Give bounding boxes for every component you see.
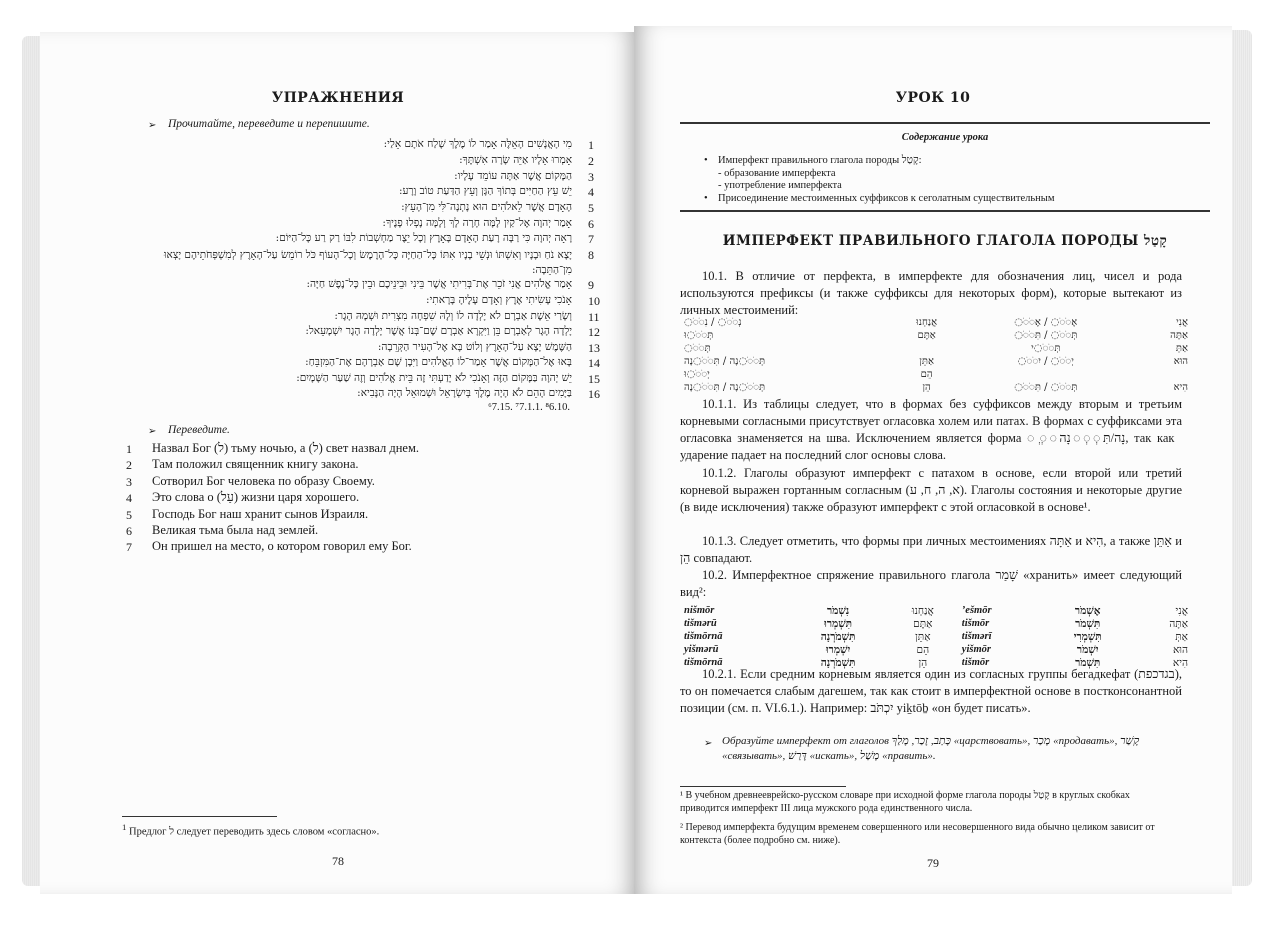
prefix-table-cell: תְּ◌ֹ◌ֹ◌נָה / תִּ◌ֹ◌ֹ◌נָה — [684, 382, 766, 393]
conjugation-table-cell: אַתְּ — [1175, 630, 1188, 643]
exercise1-line-number: 4 — [588, 185, 594, 199]
prefix-table-cell: אֲנַחְנוּ — [916, 317, 938, 328]
contents-title: Содержание урока — [901, 132, 989, 143]
exercise1-hebrew-line: יֵשׁ עֵץ הַחַיִּים בְּתוֹךְ הַגָּן וְעֵץ הַדַּעַת טוֹב וָרָע: — [398, 185, 572, 197]
exercise2-line: Там положил священник книгу закона. — [152, 457, 359, 472]
contents-item: Присоединение местоименных суффиксов к сеголатным существительным — [718, 192, 1055, 204]
conjugation-table-cell: נִשְׁמֹר — [826, 604, 850, 617]
conjugation-table-cell: תִּשְׁמְרוּ — [824, 617, 853, 630]
right-page — [634, 26, 1232, 894]
exercise1-line-number: 8 — [588, 248, 594, 262]
right-footnote-rule — [680, 786, 846, 787]
conjugation-table-cell: tišmərī — [961, 631, 992, 642]
conjugation-table-cell: אַתֶּם — [913, 617, 933, 630]
exercise1-line-number: 12 — [588, 325, 600, 339]
exercise1-line-number: 5 — [588, 201, 594, 215]
paragraph-10-1: 10.1. В отличие от перфекта, в имперфекте для обозначения лиц, чисел и рода используются префиксы (и также суффиксы для некоторых форм), которые вытекают из личных местоимений: — [680, 269, 1182, 317]
prefix-table-cell: תְּ◌ֹ◌ֹ◌ / תִּ◌ֹ◌ֹ◌ — [1014, 330, 1078, 341]
conjugation-table-cell: יִשְׁמְרוּ — [825, 643, 851, 656]
exercise1-hebrew-line: אָמַר יְהוָה אֶל־קַיִן לָמָּה חָרָה לָךְ וְלָמָּה נָפְלוּ פָנֶיךָ: — [382, 217, 572, 229]
prefix-table-cell: תְּ◌ֹ◌ֹ◌נָה / תִּ◌ֹ◌ֹ◌נָה — [684, 356, 766, 367]
exercise1-hebrew-line: הַמָּקוֹם אֲשֶׁר אַתָּה עוֹמֵד עָלָיו: — [454, 170, 572, 182]
conjugation-table-cell: תִּשְׁמֹרְנָה — [820, 656, 856, 669]
right-footnote: ¹ В учебном древнееврейско-русском словаре при исходной форме глагола породы קָטַל в круглых скобках приводится имперфект III лица мужского рода единственного числа. — [680, 790, 1130, 814]
exercise1-line-number: 1 — [588, 138, 594, 152]
conjugation-table-cell: אֲנַחְנוּ — [911, 604, 934, 617]
exercise1-line-number: 9 — [588, 278, 594, 292]
conjugation-table-cell: הוּא — [1172, 643, 1188, 656]
conjugation-table-cell: yišmōr — [961, 644, 991, 655]
exercise1-hebrew-line: בַּיָּמִים הָהֵם לֹא הָיָה מֶלֶךְ בְּיִשְׂרָאֵל וּשְׁמוּאֵל הָיָה הַנָּבִיא: — [357, 387, 572, 399]
conjugation-table-cell: אֲנִי — [1175, 604, 1188, 617]
prefix-table-cell: אֲנִי — [1176, 317, 1188, 328]
prefix-table-cell: הוּא — [1173, 356, 1188, 367]
prefix-table-cell: אַתְּ — [1175, 343, 1188, 354]
conjugation-table-row — [680, 604, 1192, 617]
prefix-table-cell: יְ◌ֹ◌ֹ◌ / יִ◌ֹ◌ֹ◌ — [1017, 356, 1074, 367]
paragraph-10-1-2: 10.1.2. Глаголы образуют имперфект с патахом в основе, если второй или третий корневой выражен гортанным согласным (א, ה, ח, ע). Глаголы состояния и некоторые другие (в виде исключения) также образуют имперфект с этой огласовкой в основе¹. — [680, 466, 1183, 514]
conjugation-table-row — [680, 617, 1192, 630]
left-page — [40, 32, 636, 894]
exercise2-arrow-icon: ➢ — [148, 426, 157, 437]
exercise1-refs: ⁶7.15. ⁷7.1.1. ⁸6.10. — [488, 402, 570, 413]
contents-item: - употребление имперфекта — [718, 180, 842, 191]
exercise2-line-number: 7 — [126, 540, 132, 555]
exercise-arrow-icon: ➢ — [704, 738, 713, 749]
conjugation-table-cell: tišmərū — [684, 618, 717, 629]
exercise1-line-number: 15 — [588, 372, 600, 386]
exercise1-line-number: 11 — [588, 310, 600, 324]
exercise1-hebrew-line: יָלְדָה הָגָר לְאַבְרָם בֵּן וַיִּקְרָא אַבְרָם שֶׁם־בְּנוֹ אֲשֶׁר יָלְדָה הָגָר יִשְׁמָעֵאל: — [305, 325, 572, 337]
exercise1-line-number: 10 — [588, 294, 600, 308]
prefix-table-cell: אַתָּה — [1170, 330, 1188, 341]
prefix-table-cell: אֶ◌ֹ◌ֹ◌ / אֶ◌ֹ◌ֹ◌ — [1014, 317, 1078, 328]
prefix-table-cell — [892, 342, 961, 355]
conjugation-table-cell: הֵם — [916, 643, 930, 656]
conjugation-table-cell: tišmōrnā — [684, 631, 723, 642]
conjugation-table-cell: אַתָּה — [1169, 617, 1188, 630]
contents-bottom-rule — [680, 210, 1210, 212]
prefix-table-cell: יְ◌ֹ◌ֹ◌וּ — [684, 369, 710, 380]
prefix-table-cell: אַתֶּם — [917, 330, 936, 341]
exercise2-line-number: 6 — [126, 524, 132, 538]
contents-item: Имперфект правильного глагола породы קָטַל: — [718, 155, 922, 166]
exercise2-line: Великая тьма была над землей. — [152, 523, 319, 537]
contents-top-rule — [680, 122, 1210, 124]
exercise1-hebrew-line: אָמְרוּ אֵלָיו אַיֵּה שָׂרָה אִשְׁתֶּךָ: — [459, 154, 572, 166]
conjugation-table-cell: nišmōr — [684, 605, 715, 616]
prefix-table-cell: תְּ◌ֹ◌ֹ◌וּ — [684, 330, 714, 341]
left-footnote — [122, 821, 379, 839]
right-page-number: 79 — [927, 856, 939, 870]
exercise1-hebrew-line: הַשֶּׁמֶשׁ יָצָא עַל־הָאָרֶץ וְלוֹט בָּא אֶל־הָעִיר הַקְּרֵבָה: — [377, 341, 572, 353]
conjugation-table-cell: tišmōr — [961, 657, 990, 668]
exercise2-line: Сотворил Бог человека по образу Своему. — [152, 473, 375, 488]
prefix-table-cell: תְּ◌ֹ◌ֹ◌י — [1031, 343, 1061, 354]
prefix-table-row — [680, 329, 1192, 342]
conjugation-table-cell: אַתֵּן — [915, 630, 931, 643]
exercise2-line-number: 2 — [126, 458, 132, 473]
exercise1-hebrew-line: וְשָׂרַי אֵשֶׁת אַבְרָם לֹא יָלְדָה לוֹ וְלָהּ שִׁפְחָה מִצְרִית וּשְׁמָהּ הָגָר: — [334, 310, 572, 322]
prefix-table-cell: הֵם — [920, 369, 933, 380]
exercise1-hebrew-line: מִי הָאֲנָשִׁים הָאֵלֶּה אָמַר לוֹ מֶלֶךְ שָׁלַח אֹתָם אֵלַי: — [383, 138, 572, 150]
left-page-title: УПРАЖНЕНИЯ — [271, 90, 405, 106]
prefix-table-cell — [961, 368, 1130, 381]
section-title: ИМПЕРФЕКТ ПРАВИЛЬНОГО ГЛАГОЛА ПОРОДЫ קָטַל — [722, 233, 1168, 249]
conjugation-table-cell: תִּשְׁמֹרְנָה — [820, 630, 856, 643]
prefix-table-cell: נְ◌ֹ◌ֹ◌ / נִ◌ֹ◌ֹ◌ — [684, 317, 742, 328]
conjugation-table-cell: tišmōrnā — [684, 657, 723, 668]
exercise1-instruction: Прочитайте, переведите и перепишите. — [168, 118, 370, 130]
prefix-table-cell: תְּ◌ֹ◌ֹ◌ / תִּ◌ֹ◌ֹ◌ — [1014, 382, 1078, 393]
exercise1-hebrew-line: יָצָא נֹחַ וּבָנָיו וְאִשְׁתּוֹ וּנְשֵׁי בָנָיו אִתּוֹ כָּל־הַחַיָּה כָּל־הָרֶמֶשׂ וְכָל־הָעוֹף כֹּל רוֹמֵשׂ עַל־הָאָרֶץ לְמִשְׁפְּחֹתֵיהֶם יָצְאוּ מִן־הַתֵּבָה: — [163, 249, 572, 276]
conjugation-table-cell: אֶשְׁמֹר — [1074, 604, 1101, 617]
conjugation-table-cell: yišmərū — [684, 644, 719, 655]
exercise2-line: Назвал Бог (ל) тьму ночью, а (ל) свет назвал днем. — [152, 441, 419, 455]
exercise2-line: Господь Бог наш хранит сынов Израиля. — [152, 506, 369, 521]
paragraph-10-2-1: 10.2.1. Если средним корневым является один из согласных группы бегадкефат (בגדכפת), то он помечается слабым дагешем, так как стоит в имперфектной основе в постконсонантной позиции (см. п. VI.6.1.). Например: יִכְתֹּב yiḵtōḇ «он будет писать». — [680, 667, 1182, 715]
conjugation-table-cell: הֵן — [918, 656, 928, 669]
conjugation-table-cell: יִשְׁמֹר — [1076, 643, 1099, 656]
conjugation-table-cell: תִּשְׁמֹר — [1075, 656, 1101, 669]
conjugation-table-cell: הִיא — [1172, 656, 1188, 669]
prefix-table-cell: הִיא — [1173, 382, 1188, 393]
right-page-title: УРОК 10 — [895, 90, 971, 106]
conjugation-table-cell: תִּשְׁמֹר — [1075, 617, 1101, 630]
prefix-table-cell — [1130, 368, 1192, 381]
left-footnote-mark: 1 — [122, 822, 127, 832]
exercise2-line-number: 4 — [126, 491, 132, 506]
prefix-table-row — [680, 355, 1192, 368]
prefix-table-row — [680, 381, 1192, 394]
exercise2-line-number: 3 — [126, 474, 132, 489]
conjugation-table-row — [680, 643, 1192, 656]
contents-item: - образование имперфекта — [718, 167, 836, 179]
exercise2-line-number: 5 — [126, 507, 132, 522]
exercise1-line-number: 16 — [588, 387, 600, 401]
exercise1-hebrew-line: יֵשׁ יְהוָה בַּמָּקוֹם הַזֶּה וְאָנֹכִי לֹא יָדַעְתִּי זֶה בֵּית אֱלֹהִים וְזֶה שַׁעַר הַשָּׁמָיִם: — [296, 372, 572, 384]
exercise1-line-number: 7 — [588, 232, 594, 246]
exercise1-line-number: 13 — [588, 341, 600, 355]
exercise1-line-number: 2 — [588, 154, 594, 168]
exercise2-instruction: Переведите. — [168, 424, 230, 436]
exercise1-hebrew-line: בָּאוּ אֶל־הַמָּקוֹם אֲשֶׁר אָמַר־לוֹ הָאֱלֹהִים וַיִּבֶן שָׁם אַבְרָהָם אֶת־הַמִּזְבֵּחַ: — [305, 356, 572, 368]
exercise2-line: Он пришел на место, о котором говорил ему Бог. — [152, 539, 412, 554]
exercise2-line-number: 1 — [126, 442, 132, 456]
exercise1-line-number: 3 — [588, 170, 594, 184]
exercise1-hebrew-line: אָנֹכִי עָשִׂיתִי אֶרֶץ וְאָדָם עָלֶיהָ בָּרָאתִי: — [426, 294, 572, 306]
exercise1-line-number: 14 — [588, 356, 600, 370]
exercise1-arrow-icon: ➢ — [148, 120, 157, 131]
prefix-table-cell: אַתֵּן — [919, 356, 934, 367]
exercise-text: Образуйте имперфект от глаголов כָּתַב, זָכַר, מָלַךְ «царствовать», מָכַר «продавать», קָשַׁר «связывать», דָּרַשׁ «искать», מָשַׁל «править». — [722, 735, 1140, 762]
conjugation-table-row — [680, 630, 1192, 643]
prefix-table-cell: תְּ◌ֹ◌ֹ◌ — [684, 343, 711, 354]
paragraph-10-1-3: 10.1.3. Следует отметить, что формы при личных местоимениях אַתָּה и הִיא, а также אַתֵּן и הֵן совпадают. — [680, 534, 1182, 565]
left-footnote-rule — [122, 816, 277, 817]
paragraph-10-1-1: 10.1.1. Из таблицы следует, что в формах без суффиксов между вторым и третьим корневыми согласными присутствует огласовка холем или патах. В формах с суффиксами эта огласовка знаменяется на шва. Исключением является форма ◌ְ◌ְ◌נָה/תִּ◌ְ◌ְ◌נָה, так как ударение падает на последний слог основы слова. — [680, 397, 1182, 462]
prefix-table-cell: הֵן — [922, 382, 931, 393]
contents-bullet: • — [704, 192, 708, 204]
prefix-table-row — [680, 368, 1192, 381]
exercise1-hebrew-line: הָאָדָם אֲשֶׁר לֵאלֹהִים הוּא נָתְנָה־לִּי מִן־הָעֵץ: — [401, 201, 572, 213]
right-footnote: ² Перевод имперфекта будущим временем совершенного или несовершенного вида обычно целиком зависит от контекста (более подробно см. ниже). — [680, 822, 1155, 846]
conjugation-table-cell: תִּשְׁמְרִי — [1073, 630, 1102, 643]
prefix-table-row — [680, 342, 1192, 355]
prefix-table — [680, 316, 1192, 394]
exercise1-hebrew-line: רָאָה יְהוָה כִּי רַבָּה רָעַת הָאָדָם בָּאָרֶץ וְכָל יֵצֶר מַחְשְׁבוֹת לִבּוֹ רַק רַע כָּל־הַיּוֹם: — [275, 232, 572, 244]
conjugation-table-cell: tišmōr — [961, 618, 990, 629]
left-footnote-text: Предлог ל следует переводить здесь словом «согласно». — [129, 826, 380, 838]
exercise2-line: Это слова о (עַל) жизни царя хорошего. — [152, 490, 360, 505]
prefix-table-row — [680, 316, 1192, 329]
left-page-number: 78 — [332, 854, 344, 868]
contents-bullet: • — [704, 155, 708, 166]
paragraph-10-2: 10.2. Имперфектное спряжение правильного глагола שָׁמַר «хранить» имеет следующий вид²: — [680, 568, 1182, 599]
conjugation-table-cell: ʼešmōr — [961, 605, 992, 616]
exercise1-hebrew-line: אָמַר אֱלֹהִים אֲנִי זֹכֵר אֶת־בְּרִיתִי אֲשֶׁר בֵּינִי וּבֵינֵיכֶם וּבֵין כָּל־נֶפֶשׁ חַיָּה: — [306, 278, 572, 290]
conjugation-table — [680, 604, 1192, 669]
exercise1-line-number: 6 — [588, 217, 594, 231]
